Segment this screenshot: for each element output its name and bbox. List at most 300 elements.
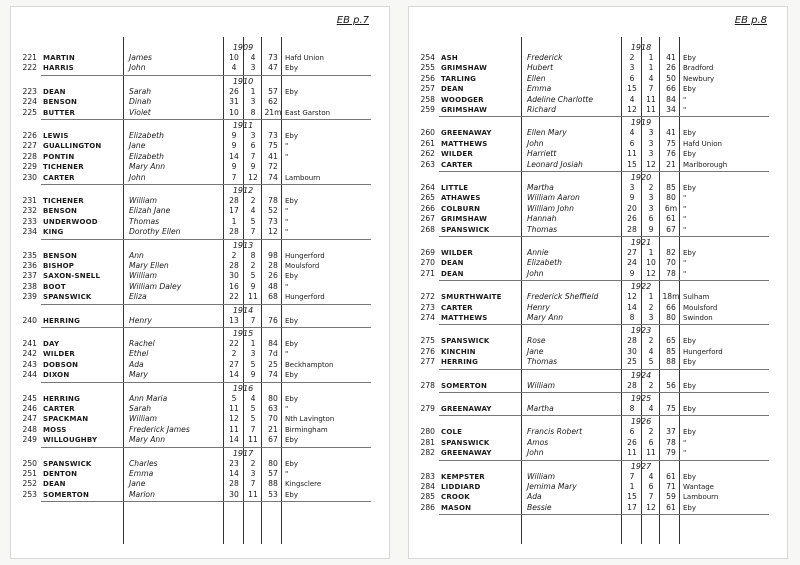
christian-name: Ellen Mary bbox=[527, 128, 567, 138]
christian-name: Jane bbox=[527, 346, 544, 356]
day: 15 bbox=[627, 159, 637, 169]
day: 23 bbox=[229, 458, 239, 468]
day: 8 bbox=[629, 404, 635, 413]
christian-name: William bbox=[129, 196, 157, 205]
christian-name: Dorothy Ellen bbox=[129, 227, 181, 237]
year-heading: 1910 bbox=[232, 76, 254, 86]
month: 10 bbox=[646, 258, 656, 268]
christian-name: Hubert bbox=[527, 63, 554, 73]
burial-entry bbox=[409, 313, 788, 323]
month: 12 bbox=[646, 159, 656, 169]
abode: " bbox=[285, 282, 289, 291]
month: 5 bbox=[250, 271, 256, 281]
christian-name: Ada bbox=[527, 492, 542, 502]
abode: Eby bbox=[683, 428, 697, 437]
register-page-left bbox=[10, 6, 390, 559]
christian-name: Martha bbox=[527, 404, 554, 413]
entry-number: 237 bbox=[22, 271, 37, 281]
abode: Eby bbox=[285, 371, 299, 380]
month: 12 bbox=[248, 172, 258, 182]
abode: East Garston bbox=[285, 108, 331, 117]
month: 11 bbox=[646, 448, 656, 458]
abode: Eby bbox=[683, 472, 697, 481]
abode: Eby bbox=[285, 64, 299, 73]
abode: " bbox=[285, 217, 289, 226]
burial-entry bbox=[409, 357, 788, 367]
month: 2 bbox=[250, 261, 256, 270]
day: 10 bbox=[229, 107, 239, 117]
month: 3 bbox=[250, 349, 256, 359]
day: 31 bbox=[229, 97, 239, 107]
abode: Eby bbox=[683, 54, 697, 62]
entry-number: 256 bbox=[420, 73, 435, 83]
surname: GUALLINGTON bbox=[43, 142, 102, 151]
christian-name: Violet bbox=[129, 107, 151, 117]
month: 4 bbox=[648, 346, 654, 356]
christian-name: Adeline Charlotte bbox=[527, 94, 594, 104]
surname: SPANSWICK bbox=[441, 337, 490, 346]
abode: Eby bbox=[285, 272, 299, 281]
month: 7 bbox=[250, 424, 256, 434]
month: 2 bbox=[648, 336, 654, 346]
christian-name: John bbox=[527, 448, 544, 458]
surname: WILDER bbox=[43, 350, 75, 359]
abode: Nth Lavington bbox=[285, 415, 335, 424]
entry-number: 281 bbox=[420, 437, 435, 447]
christian-name: Elizah Jane bbox=[129, 206, 171, 216]
day: 14 bbox=[229, 435, 239, 445]
age: 74 bbox=[268, 370, 278, 380]
group-separator bbox=[439, 514, 769, 515]
entry-number: 286 bbox=[420, 502, 435, 512]
surname: WILDER bbox=[441, 150, 473, 159]
month: 7 bbox=[648, 84, 654, 94]
burial-entry bbox=[409, 472, 788, 482]
burial-entry bbox=[11, 404, 390, 414]
year-heading: 1923 bbox=[630, 326, 652, 336]
entry-number: 244 bbox=[22, 370, 37, 380]
day: 14 bbox=[229, 370, 239, 380]
day: 8 bbox=[629, 313, 635, 322]
age: 75 bbox=[666, 404, 676, 413]
abode: " bbox=[683, 225, 687, 234]
age: 71 bbox=[666, 482, 676, 491]
month: 2 bbox=[648, 380, 654, 390]
christian-name: Thomas bbox=[527, 224, 558, 234]
year-heading: 1920 bbox=[630, 173, 652, 182]
age: 7d bbox=[268, 349, 278, 359]
christian-name: Ellen bbox=[527, 73, 546, 83]
entry-number: 257 bbox=[420, 84, 435, 94]
day: 1 bbox=[231, 216, 237, 226]
entry-number: 271 bbox=[420, 268, 435, 278]
year-heading: 1924 bbox=[630, 370, 652, 380]
surname: GREENAWAY bbox=[441, 405, 492, 413]
surname: MATTHEWS bbox=[441, 314, 488, 322]
month: 5 bbox=[250, 216, 256, 226]
day: 15 bbox=[627, 492, 637, 502]
day: 2 bbox=[231, 250, 237, 260]
abode: Eby bbox=[683, 405, 697, 413]
surname: WILDER bbox=[441, 249, 473, 257]
christian-name: Rose bbox=[527, 336, 546, 346]
burial-entry bbox=[409, 482, 788, 492]
christian-name: Emma bbox=[129, 469, 154, 478]
month: 11 bbox=[248, 292, 258, 302]
entry-number: 235 bbox=[22, 250, 37, 260]
day: 4 bbox=[629, 128, 635, 138]
day: 15 bbox=[627, 84, 637, 94]
age: 78 bbox=[666, 437, 676, 447]
age: 68 bbox=[268, 292, 278, 302]
month: 1 bbox=[648, 292, 654, 302]
age: 75 bbox=[666, 138, 676, 148]
day: 6 bbox=[629, 73, 635, 83]
surname: PONTIN bbox=[43, 152, 75, 161]
day: 24 bbox=[627, 258, 637, 268]
age: 80 bbox=[268, 393, 278, 403]
age: 84 bbox=[666, 94, 676, 104]
year-heading: 1913 bbox=[232, 240, 254, 250]
abode: " bbox=[683, 194, 687, 203]
entry-number: 285 bbox=[420, 492, 435, 502]
entry-number: 277 bbox=[420, 357, 435, 367]
day: 3 bbox=[629, 183, 635, 192]
christian-name: Ann bbox=[129, 250, 144, 260]
age: 80 bbox=[666, 193, 676, 203]
burial-entry bbox=[11, 271, 390, 281]
day: 14 bbox=[229, 151, 239, 161]
year-heading: 1927 bbox=[630, 461, 652, 471]
day: 12 bbox=[627, 292, 637, 302]
burial-entry bbox=[409, 84, 788, 94]
surname: HERRING bbox=[43, 394, 81, 403]
day: 27 bbox=[627, 248, 637, 257]
burial-entry bbox=[409, 269, 788, 279]
age: 41 bbox=[666, 128, 676, 138]
burial-entry bbox=[11, 469, 390, 479]
burial-entry bbox=[11, 425, 390, 435]
abode: Eby bbox=[683, 358, 697, 367]
age: 21m bbox=[264, 107, 282, 117]
day: 16 bbox=[229, 281, 239, 291]
month: 9 bbox=[250, 370, 256, 380]
abode: Eby bbox=[683, 337, 697, 346]
burial-entry bbox=[11, 152, 390, 162]
burial-entry bbox=[11, 459, 390, 469]
day: 11 bbox=[229, 424, 239, 434]
age: 57 bbox=[268, 469, 278, 478]
surname: COLBURN bbox=[441, 204, 481, 213]
surname: SOMERTON bbox=[441, 381, 487, 390]
year-heading: 1909 bbox=[232, 43, 254, 52]
burial-entry bbox=[409, 160, 788, 170]
christian-name: Sarah bbox=[129, 86, 152, 96]
burial-entry bbox=[409, 336, 788, 346]
age: 53 bbox=[268, 489, 278, 499]
burial-entry bbox=[11, 370, 390, 380]
abode: " bbox=[683, 95, 687, 104]
surname: GRIMSHAW bbox=[441, 215, 488, 224]
surname: HERRING bbox=[441, 358, 479, 367]
age: 37 bbox=[666, 427, 676, 437]
surname: WOODGER bbox=[441, 95, 484, 104]
year-heading: 1925 bbox=[630, 394, 652, 403]
abode: Marlborough bbox=[683, 160, 728, 169]
christian-name: William John bbox=[527, 203, 574, 213]
month: 4 bbox=[250, 206, 256, 216]
day: 3 bbox=[629, 63, 635, 73]
entry-number: 261 bbox=[420, 138, 435, 148]
age: 56 bbox=[666, 380, 676, 390]
surname: SPANSWICK bbox=[441, 438, 490, 447]
month: 3 bbox=[648, 193, 654, 203]
burial-entry bbox=[11, 360, 390, 370]
age: 26 bbox=[268, 271, 278, 281]
age: 59 bbox=[666, 492, 676, 502]
age: 61 bbox=[666, 214, 676, 224]
entry-number: 280 bbox=[420, 427, 435, 437]
day: 26 bbox=[627, 214, 637, 224]
surname: GRIMSHAW bbox=[441, 106, 488, 114]
abode: Eby bbox=[683, 249, 697, 257]
abode: " bbox=[285, 470, 289, 478]
burial-entry bbox=[11, 292, 390, 302]
burial-entry bbox=[11, 206, 390, 216]
entry-number: 229 bbox=[22, 162, 37, 172]
burial-entry bbox=[409, 347, 788, 357]
burial-entry bbox=[409, 258, 788, 268]
day: 11 bbox=[627, 448, 637, 458]
entry-number: 239 bbox=[22, 292, 37, 302]
christian-name: Francis Robert bbox=[527, 427, 583, 437]
surname: MATTHEWS bbox=[441, 139, 488, 148]
abode: Hafd Union bbox=[683, 139, 722, 148]
entry-number: 251 bbox=[22, 469, 37, 478]
year-heading: 1917 bbox=[232, 448, 254, 458]
burial-entry bbox=[11, 251, 390, 261]
abode: Wantage bbox=[683, 483, 714, 491]
christian-name: Dinah bbox=[129, 97, 152, 107]
surname: SPANSWICK bbox=[43, 293, 92, 302]
year-heading: 1919 bbox=[630, 118, 652, 128]
group-separator bbox=[41, 239, 371, 240]
year-heading: 1912 bbox=[232, 186, 254, 195]
entry-number: 265 bbox=[420, 193, 435, 203]
month: 4 bbox=[648, 404, 654, 413]
age: 66 bbox=[666, 302, 676, 312]
surname: TICHENER bbox=[43, 197, 84, 205]
group-separator bbox=[439, 171, 769, 172]
day: 12 bbox=[627, 105, 637, 114]
christian-name: John bbox=[129, 172, 146, 182]
age: 21 bbox=[268, 424, 278, 434]
christian-name: Martha bbox=[527, 183, 554, 192]
entry-number: 232 bbox=[22, 206, 37, 216]
day: 5 bbox=[231, 393, 237, 403]
age: 72 bbox=[268, 162, 278, 172]
group-separator bbox=[439, 236, 769, 237]
group-separator bbox=[41, 119, 371, 120]
burial-entry bbox=[409, 214, 788, 224]
entry-number: 254 bbox=[420, 53, 435, 62]
abode: Bradford bbox=[683, 64, 714, 73]
age: 73 bbox=[268, 131, 278, 140]
surname: SOMERTON bbox=[43, 490, 89, 499]
surname: ASH bbox=[441, 54, 458, 62]
entry-number: 234 bbox=[22, 227, 37, 237]
surname: TICHENER bbox=[43, 163, 84, 172]
christian-name: Thomas bbox=[527, 357, 558, 367]
month: 11 bbox=[646, 94, 656, 104]
christian-name: William bbox=[527, 471, 555, 481]
christian-name: Emma bbox=[527, 84, 552, 94]
group-separator bbox=[439, 116, 769, 117]
day: 27 bbox=[229, 359, 239, 369]
age: 85 bbox=[666, 346, 676, 356]
abode: " bbox=[285, 152, 289, 161]
age: 66 bbox=[666, 84, 676, 94]
christian-name: Annie bbox=[527, 248, 549, 257]
abode: " bbox=[683, 269, 687, 278]
age: 26 bbox=[666, 63, 676, 73]
abode: " bbox=[285, 228, 289, 237]
abode: Eby bbox=[285, 490, 299, 499]
burial-entry bbox=[409, 427, 788, 437]
surname: MARTIN bbox=[43, 54, 75, 62]
burial-entry bbox=[409, 503, 788, 513]
month: 1 bbox=[648, 63, 654, 73]
age: 65 bbox=[666, 336, 676, 346]
day: 9 bbox=[231, 141, 237, 151]
age: 73 bbox=[268, 216, 278, 226]
surname: DIXON bbox=[43, 371, 70, 380]
day: 13 bbox=[229, 315, 239, 325]
entry-number: 227 bbox=[22, 141, 37, 151]
month: 3 bbox=[648, 313, 654, 322]
burial-entry bbox=[409, 292, 788, 302]
abode: Eby bbox=[683, 129, 697, 138]
group-separator bbox=[41, 501, 371, 502]
entry-number: 246 bbox=[22, 404, 37, 413]
month: 9 bbox=[648, 224, 654, 234]
age: 41 bbox=[666, 53, 676, 62]
surname: COLE bbox=[441, 428, 463, 437]
surname: GRIMSHAW bbox=[441, 64, 488, 73]
entry-number: 283 bbox=[420, 471, 435, 481]
surname: UNDERWOOD bbox=[43, 217, 98, 226]
age: 70 bbox=[268, 414, 278, 424]
entry-number: 222 bbox=[22, 63, 37, 73]
abode: " bbox=[285, 405, 289, 413]
entry-number: 263 bbox=[420, 159, 435, 169]
entry-number: 255 bbox=[420, 63, 435, 73]
age: 61 bbox=[666, 502, 676, 512]
burial-entry bbox=[11, 435, 390, 445]
month: 2 bbox=[250, 196, 256, 205]
christian-name: Eliza bbox=[129, 292, 147, 302]
christian-name: Mary Ann bbox=[129, 435, 166, 445]
age: 21 bbox=[666, 159, 676, 169]
abode: " bbox=[683, 449, 687, 458]
surname: SPANSWICK bbox=[43, 459, 92, 468]
age: 88 bbox=[666, 357, 676, 367]
abode: " bbox=[683, 259, 687, 268]
christian-name: Jane bbox=[129, 141, 146, 151]
surname: SPACKMAN bbox=[43, 415, 89, 424]
surname: ATHAWES bbox=[441, 194, 481, 203]
entry-number: 223 bbox=[22, 86, 37, 96]
burial-entry bbox=[11, 394, 390, 404]
month: 3 bbox=[648, 128, 654, 138]
entry-number: 247 bbox=[22, 414, 37, 424]
abode: " bbox=[683, 438, 687, 447]
month: 7 bbox=[250, 227, 256, 237]
age: 80 bbox=[268, 458, 278, 468]
christian-name: Leonard Josiah bbox=[527, 159, 583, 169]
entry-number: 253 bbox=[22, 489, 37, 499]
christian-name: William bbox=[129, 271, 157, 281]
christian-name: Jane bbox=[129, 479, 146, 489]
day: 9 bbox=[629, 268, 635, 278]
abode: Hungerford bbox=[285, 293, 325, 302]
abode: Eby bbox=[285, 316, 299, 325]
abode: Moulsford bbox=[683, 303, 718, 312]
surname: SAXON-SNELL bbox=[43, 272, 101, 281]
entry-number: 248 bbox=[22, 424, 37, 434]
month: 11 bbox=[248, 489, 258, 499]
burial-entry bbox=[409, 128, 788, 138]
age: 76 bbox=[666, 149, 676, 159]
abode: Eby bbox=[683, 184, 697, 192]
entry-number: 245 bbox=[22, 393, 37, 403]
surname: MOSS bbox=[43, 425, 67, 434]
day: 22 bbox=[229, 292, 239, 302]
page-title: EB p.8 bbox=[734, 15, 767, 26]
entry-number: 269 bbox=[420, 248, 435, 257]
abode: Kingsclere bbox=[285, 480, 322, 489]
abode: Eby bbox=[285, 394, 299, 403]
age: 74 bbox=[268, 172, 278, 182]
age: 67 bbox=[666, 224, 676, 234]
christian-name: Hannah bbox=[527, 214, 557, 224]
burial-entry bbox=[11, 173, 390, 183]
age: 78 bbox=[666, 268, 676, 278]
page-title: EB p.7 bbox=[336, 15, 369, 26]
day: 6 bbox=[629, 138, 635, 148]
surname: DEAN bbox=[43, 480, 66, 489]
entry-number: 250 bbox=[22, 458, 37, 468]
surname: DENTON bbox=[43, 470, 78, 478]
age: 79 bbox=[666, 448, 676, 458]
surname: DEAN bbox=[441, 269, 464, 278]
christian-name: William Daley bbox=[129, 281, 182, 291]
year-heading: 1921 bbox=[630, 238, 652, 247]
surname: CROOK bbox=[441, 493, 470, 502]
entry-number: 268 bbox=[420, 224, 435, 234]
day: 12 bbox=[229, 414, 239, 424]
entry-number: 242 bbox=[22, 349, 37, 359]
abode: Moulsford bbox=[285, 262, 320, 270]
entry-number: 228 bbox=[22, 151, 37, 161]
month: 6 bbox=[648, 437, 654, 447]
surname: LEWIS bbox=[43, 132, 69, 140]
burial-entry bbox=[409, 149, 788, 159]
entry-number: 258 bbox=[420, 94, 435, 104]
entry-number: 282 bbox=[420, 448, 435, 458]
abode: Eby bbox=[683, 85, 697, 94]
month: 4 bbox=[250, 393, 256, 403]
